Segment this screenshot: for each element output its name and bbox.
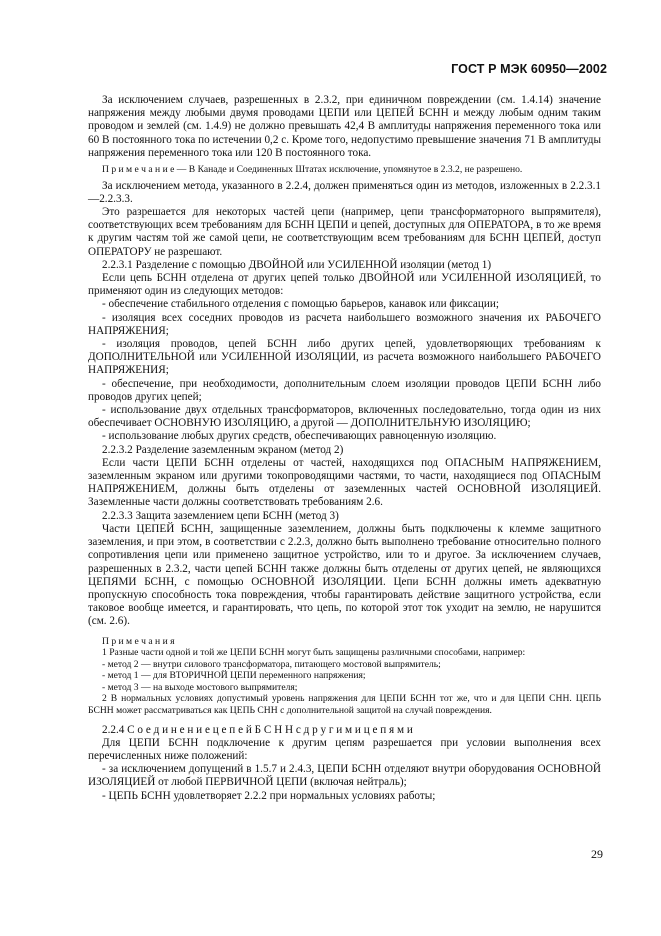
note-item: - метод 1 — для ВТОРИЧНОЙ ЦЕПИ переменного напряжения; [102, 670, 366, 682]
list-item: - ЦЕПЬ БСНН удовлетворяет 2.2.2 при нормальных условиях работы; [102, 789, 436, 802]
paragraph: Если цепь БСНН отделена от других цепей только ДВОЙНОЙ или УСИЛЕННОЙ ИЗОЛЯЦИЕЙ, то применяют один из следующих методов: [88, 272, 601, 298]
paragraph: За исключением метода, указанного в 2.2.4, должен применяться один из методов, изложенных в 2.2.3.1—2.2.3.3. [88, 179, 601, 205]
list-item: - обеспечение стабильного отделения с помощью барьеров, канавок или фиксации; [102, 298, 499, 311]
section-heading-2231: 2.2.3.1 Разделение с помощью ДВОЙНОЙ или УСИЛЕННОЙ изоляции (метод 1) [102, 258, 492, 271]
list-item: - обеспечение, при необходимости, дополнительным слоем изоляции проводов ЦЕПИ БСНН либо проводов других цепей; [88, 377, 601, 403]
note-item: - метод 2 — внутри силового трансформатора, питающего мостовой выпрямитель; [102, 658, 441, 670]
list-item: - изоляция всех соседних проводов из расчета наибольшего возможного значения их РАБОЧЕГО НАПРЯЖЕНИЯ; [88, 311, 601, 337]
notes-title: П р и м е ч а н и я [102, 635, 175, 647]
list-item: - использование двух отдельных трансформаторов, включенных последовательно, тогда один из них обеспечивает ОСНОВНУЮ ИЗОЛЯЦИЮ, а другой — ДОПОЛНИТЕЛЬНУЮ ИЗОЛЯЦИЮ; [88, 404, 601, 430]
standard-header: ГОСТ Р МЭК 60950—2002 [451, 62, 607, 76]
note-item: 1 Разные части одной и той же ЦЕПИ БСНН могут быть защищены различными способами, например: [102, 647, 526, 659]
section-heading-2232: 2.2.3.2 Разделение заземленным экраном (метод 2) [102, 443, 344, 456]
note-item: - метод 3 — на выходе мостового выпрямителя; [102, 681, 298, 693]
note-item: 2 В нормальных условиях допустимый уровень напряжения для ЦЕПИ БСНН тот же, что и для ЦЕПИ СНН. ЦЕПЬ БСНН может рассматриваться как ЦЕПЬ СНН с дополнительной защитой на случай повреждения. [88, 693, 601, 717]
paragraph: Если части ЦЕПИ БСНН отделены от частей, находящихся под ОПАСНЫМ НАПРЯЖЕНИЕМ, заземленным экраном или другими токопроводящими частями, то части, находящиеся под ОПАСНЫМ НАПРЯЖЕНИЕМ, должны быть отделены от заземленных частей ОСНОВНОЙ ИЗОЛЯЦИЕЙ. Заземленные части должны соответствовать требованиям 2.6. [88, 456, 601, 509]
paragraph: Части ЦЕПЕЙ БСНН, защищенные заземлением, должны быть подключены к клемме защитного заземления, и при этом, в соответствии с 2.2.3, должно быть выполнено требование относительно полного сопротивления цепи или применено защитное устройство, или то и другое. За исключением случаев, разрешенных в 2.3.2, части цепей БСНН также должны быть отделены от других цепей, не являющихся ЦЕПЯМИ БСНН, с помощью ОСНОВНОЙ ИЗОЛЯЦИИ. Цепи БСНН должны иметь адекватную пропускную способность тока повреждения, чтобы гарантировать действие защитного устройства, если таковое вообще имеется, и гарантировать, что цепь, по которой этот ток уходит на землю, не нарушится (см. 2.6). [88, 522, 601, 628]
paragraph: За исключением случаев, разрешенных в 2.3.2, при единичном повреждении (см. 1.4.14) значение напряжения между любыми двумя проводами ЦЕПИ или ЦЕПЕЙ БСНН и между любым одним таким проводом и землей (см. 1.4.9) не должно превышать 42,4 В амплитуды напряжения переменного тока или 60 В постоянного тока по истечении 0,2 с. Кроме того, недопустимо превышение значения 71 В амплитуды напряжения переменного тока или 120 В постоянного тока. [88, 94, 601, 159]
list-item: - изоляция проводов, цепей БСНН либо других цепей, удовлетворяющих требованиям к ДОПОЛНИТЕЛЬНОЙ или УСИЛЕННОЙ ИЗОЛЯЦИИ, из расчета возможного наибольшего РАБОЧЕГО НАПРЯЖЕНИЯ; [88, 338, 601, 377]
section-heading-224: 2.2.4 С о е д и н е н и е ц е п е й Б С Н Н с д р у г и м и ц е п я м и [102, 723, 413, 736]
list-item: - за исключением допущений в 1.5.7 и 2.4.3, ЦЕПИ БСНН отделяют внутри оборудования ОСНОВНОЙ ИЗОЛЯЦИЕЙ от любой ПЕРВИЧНОЙ ЦЕПИ (включая нейтраль); [88, 763, 601, 789]
paragraph: Это разрешается для некоторых частей цепи (например, цепи трансформаторного выпрямителя), соответствующих всем требованиям для БСНН ЦЕПИ и цепей, доступных для ОПЕРАТОРА, в то же время к другим частям той же самой цепи, не соответствующим всем требованиям для БСНН ЦЕПЕЙ, доступ ОПЕРАТОРУ не разрешают. [88, 206, 601, 258]
paragraph: Для ЦЕПИ БСНН подключение к другим цепям разрешается при условии выполнения всех перечисленных ниже положений: [88, 736, 601, 763]
note: П р и м е ч а н и е — В Канаде и Соединенных Штатах исключение, упомянутое в 2.3.2, не разрешено. [102, 164, 523, 176]
section-heading-2233: 2.2.3.3 Защита заземлением цепи БСНН (метод 3) [102, 509, 339, 522]
page-body [88, 94, 601, 803]
list-item: - использование любых других средств, обеспечивающих равноценную изоляцию. [102, 430, 497, 443]
page-number: 29 [591, 847, 603, 861]
